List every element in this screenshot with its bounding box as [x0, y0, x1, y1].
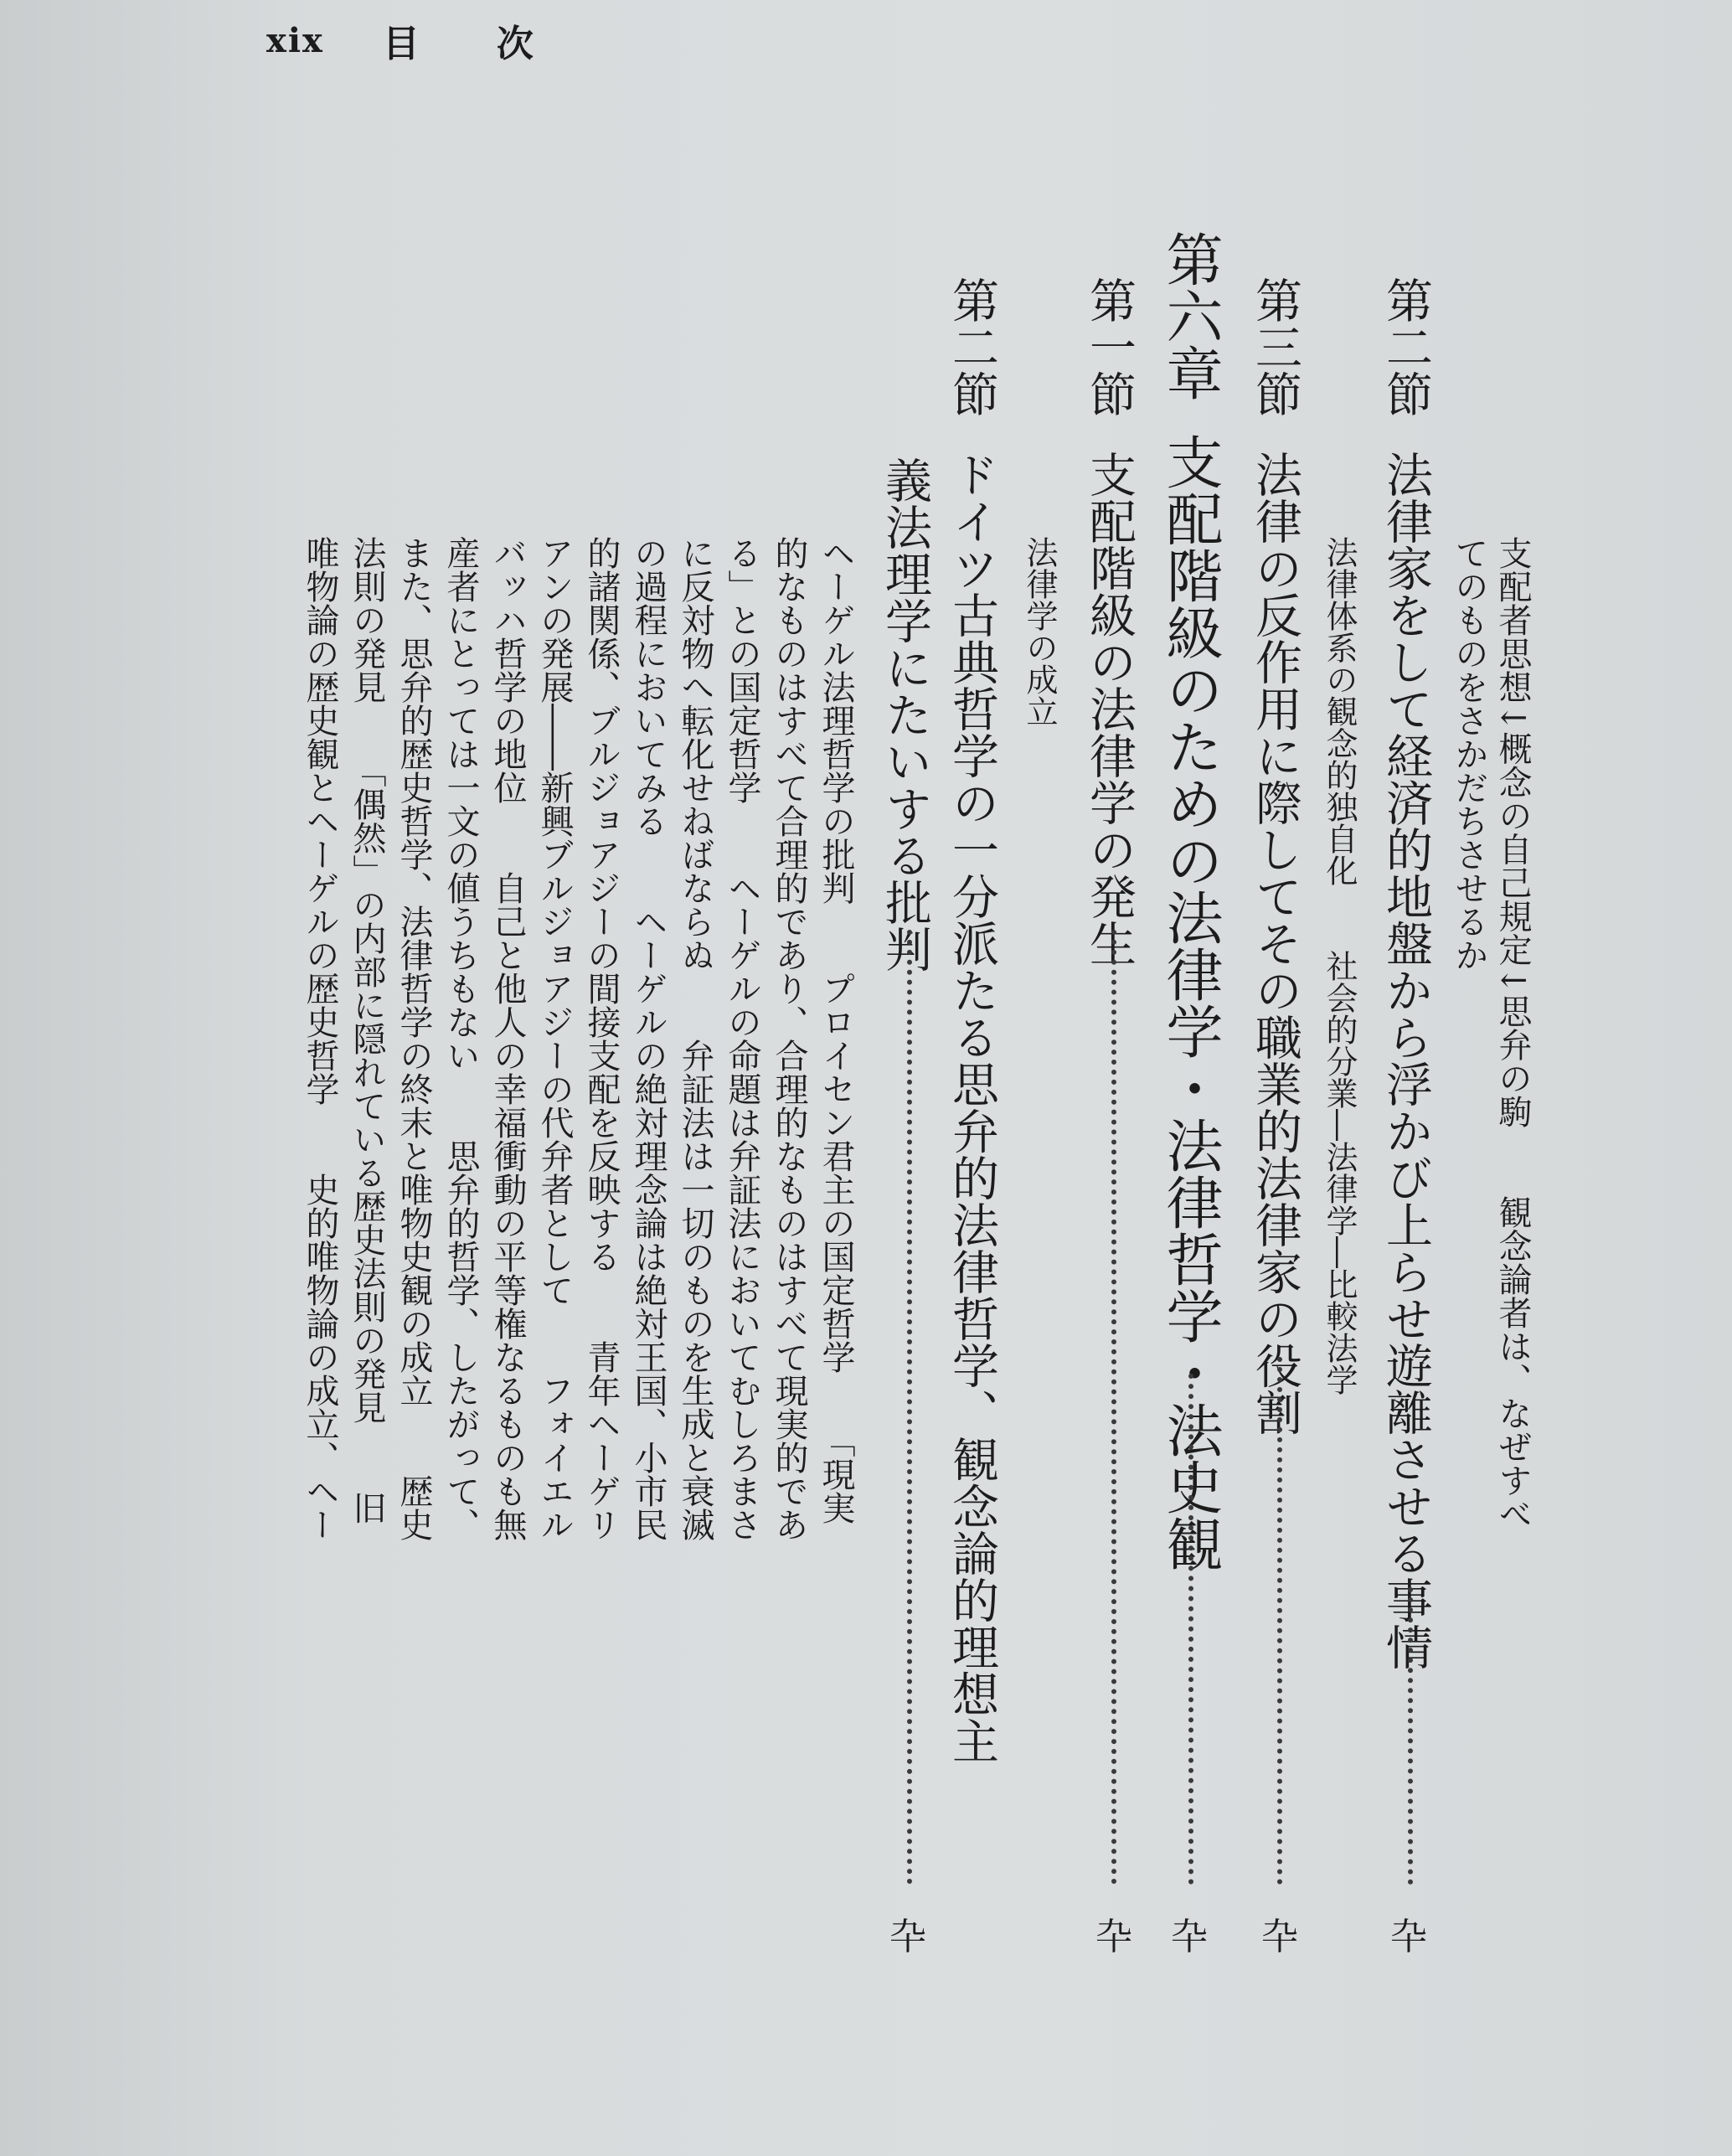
- sec6-2-sub-line-1: ヘーゲル法理哲学の批判 プロイセン君主の国定哲学 「現実: [817, 536, 855, 1524]
- running-header: [266, 15, 535, 65]
- toc-entry-sec2[interactable]: [1379, 276, 1433, 1670]
- sec3-title: 法律の反作用に際してその職業的法律家の役割: [1248, 450, 1302, 1436]
- sec6-2-sub-line-3: る」との国定哲学 ヘーゲルの命題は弁証法においてむしろまさ: [723, 536, 761, 1541]
- sec3-label: 第三節: [1248, 276, 1302, 417]
- chapter6-page: 卆: [1171, 1916, 1208, 1958]
- sec6-1-title: 支配階級の法律学の発生: [1082, 450, 1137, 967]
- header-title: [383, 13, 535, 67]
- toc-entry-sec6-2[interactable]: [945, 276, 999, 1764]
- toc-entry-sec6-1[interactable]: [1082, 276, 1137, 967]
- sec6-2-sub-line-5: の過程においてみる ヘーゲルの絶対理念論は絶対王国、小市民: [629, 536, 668, 1541]
- sec3-page: 卆: [1261, 1916, 1298, 1958]
- sec2-title: 法律家をして経済的地盤から浮かび上らせ遊離させる事情: [1379, 450, 1433, 1670]
- header-title-char-2: 次: [496, 23, 535, 65]
- sec6-2-label: 第二節: [945, 276, 999, 417]
- sec2-subtopics: 法律体系の観念的独自化 社会的分業―法律学―比較法学: [1321, 536, 1358, 1395]
- sec6-2-sub-line-6: 的諸関係、ブルジョアジーの間接支配を反映する 青年ヘーゲリ: [582, 536, 621, 1541]
- sec6-2-title-line1: ドイツ古典哲学の一分派たる思弁的法律哲学、観念論的理想主: [945, 450, 999, 1764]
- header-title-char-1: 目: [382, 23, 421, 65]
- sec2-leader-dots: [1408, 1587, 1413, 1885]
- chapter6-label: 第六章: [1157, 230, 1223, 401]
- continued-sub-line-2: てのものをさかだちさせるか: [1450, 536, 1488, 972]
- sec6-2-sub-line-4: に反対物へ転化せねばならぬ 弁証法は一切のものを生成と衰滅: [676, 536, 714, 1541]
- sec6-2-title-line2: 義法理学にたいする批判: [878, 456, 932, 972]
- sec6-2-sub-line-9: 産者にとっては一文の値うちもない 思弁的哲学、したがって、: [441, 536, 480, 1541]
- sec3-leader-dots: [1277, 1357, 1282, 1885]
- chapter6-title: 支配階級のための法律学・法律哲学・法史観: [1157, 432, 1223, 1572]
- sec2-label: 第二節: [1379, 276, 1433, 417]
- sec6-2-page: 卆: [889, 1916, 926, 1958]
- continued-sub-line-1: 支配者思想↓概念の自己規定↓思弁の駒 観念論者は、なぜすべ: [1493, 536, 1532, 1531]
- sec6-2-sub-line-7: アンの発展――新興ブルジョアジーの代弁者として フォイエル: [535, 536, 574, 1541]
- chapter6-leader-dots: [1188, 1374, 1193, 1885]
- sec6-2-leader-dots: [907, 930, 912, 1885]
- toc-entry-chapter6[interactable]: [1157, 230, 1223, 1572]
- sec6-2-sub-line-12: 唯物論の歴史観とヘーゲルの歴史哲学 史的唯物論の成立、ヘー: [301, 536, 339, 1541]
- sec6-2-sub-line-2: 的なものはすべて合理的であり、合理的なものはすべて現実的であ: [770, 536, 808, 1541]
- sec6-1-subtopics: 法律学の成立: [1021, 536, 1058, 727]
- sec2-page: 卆: [1390, 1916, 1427, 1958]
- sec6-2-sub-line-11: 法則の発見 「偶然」の内部に隠れている歴史法則の発見 旧: [348, 536, 386, 1524]
- sec6-1-page: 卆: [1095, 1916, 1132, 1958]
- sec6-1-label: 第一節: [1082, 276, 1137, 417]
- page-folio: xix: [266, 20, 324, 60]
- sec6-1-leader-dots: [1111, 930, 1116, 1885]
- sec6-2-sub-line-10: また、思弁的歴史哲学、法律哲学の終末と唯物史観の成立 歴史: [394, 536, 433, 1541]
- toc-entry-sec3[interactable]: [1248, 276, 1302, 1436]
- sec6-2-sub-line-8: バッハ哲学の地位 自己と他人の幸福衝動の平等権なるものも無: [488, 536, 527, 1541]
